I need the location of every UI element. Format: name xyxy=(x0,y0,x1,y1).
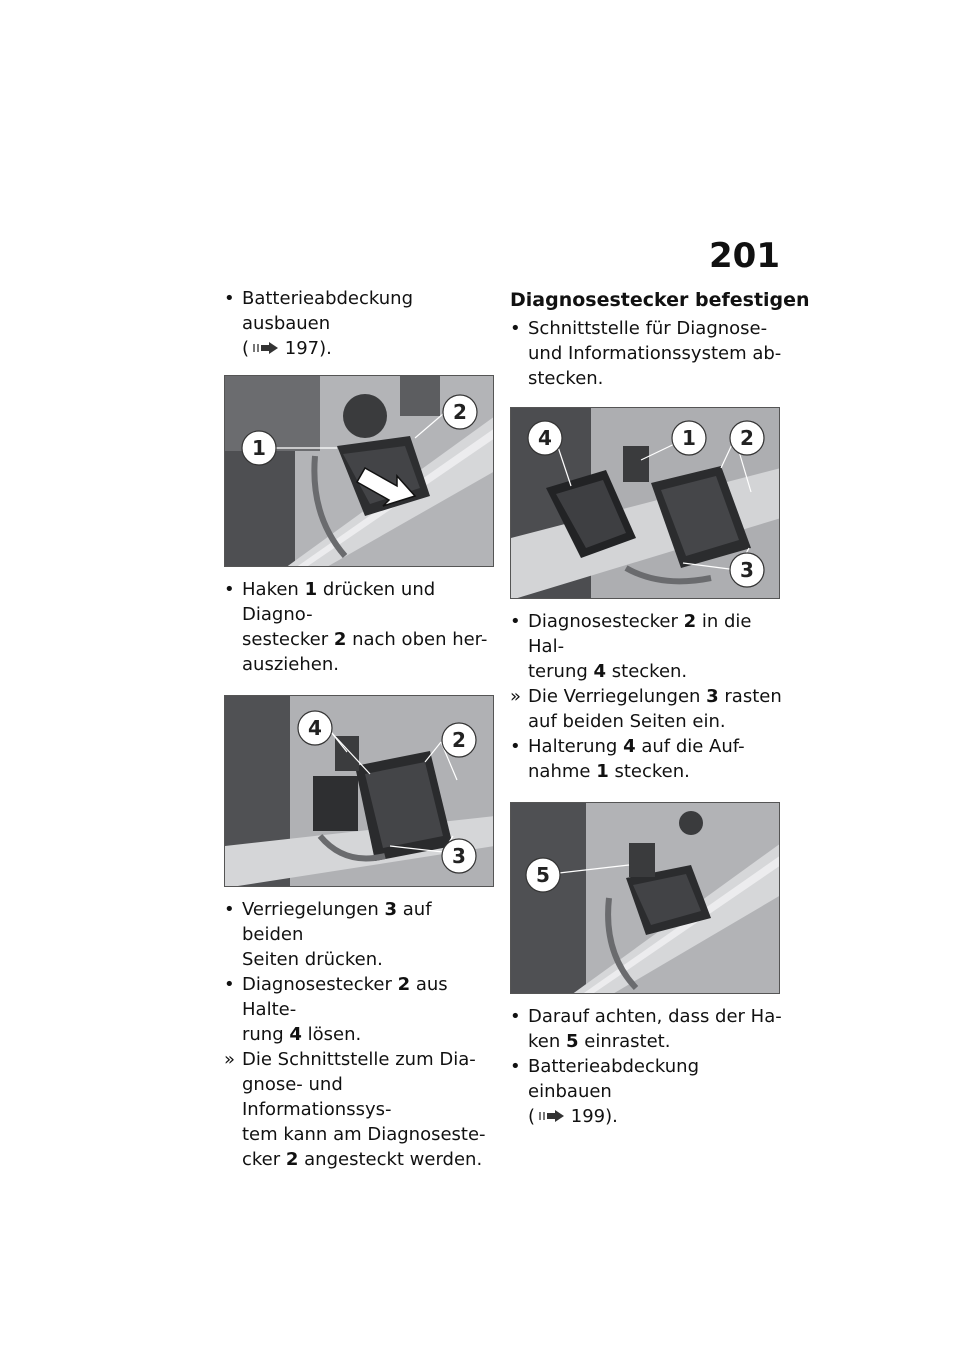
bullet: • xyxy=(224,579,235,600)
step-press-locks: • Verriegelungen 3 auf beiden Seiten drücken. xyxy=(224,899,432,970)
result-marker: » xyxy=(510,686,522,707)
left-column xyxy=(224,286,494,1172)
bullet: • xyxy=(510,611,521,632)
photo-plug-locks xyxy=(225,696,494,887)
step-insert-plug-holder: • Diagnosestecker 2 in die Hal- terung 4 stecken. xyxy=(510,611,752,682)
callout-label: 4 xyxy=(308,716,322,740)
photo-diagnostic-plug-hook xyxy=(225,376,494,567)
page-reference[interactable]: ( 197). xyxy=(242,338,332,359)
step-press-hook: • Haken 1 drücken und Diagno- sestecker 2 nach oben her- ausziehen. xyxy=(224,579,488,675)
callout-label: 2 xyxy=(452,728,466,752)
photo-plug-holder xyxy=(511,408,780,599)
step-remove-battery-cover xyxy=(224,286,494,361)
page-number: 201 xyxy=(709,236,780,276)
bullet: • xyxy=(510,318,521,339)
bullet: • xyxy=(224,288,235,309)
callout-label: 5 xyxy=(536,863,550,887)
step-disconnect-interface: • Schnittstelle für Diagnose- und Informationssystem ab- stecken. xyxy=(510,318,782,389)
page-reference[interactable]: ( 199). xyxy=(528,1106,618,1127)
result-locks-engage: » Die Verriegelungen 3 rasten auf beiden Seiten ein. xyxy=(510,686,782,732)
page-ref-arrow-icon xyxy=(539,1104,565,1116)
right-column xyxy=(510,286,810,1129)
callout-label: 1 xyxy=(252,436,266,460)
callout-label: 3 xyxy=(452,844,466,868)
bullet: • xyxy=(510,1056,521,1077)
figure-plug-holder xyxy=(510,407,780,599)
section-heading: Diagnosestecker befestigen xyxy=(510,289,810,311)
bullet: • xyxy=(224,974,235,995)
step-release-plug: • Diagnosestecker 2 aus Halte- rung 4 lösen. xyxy=(224,974,448,1045)
bullet: • xyxy=(510,736,521,757)
bullet: • xyxy=(510,1006,521,1027)
callout-label: 2 xyxy=(453,400,467,424)
callout-label: 4 xyxy=(538,426,552,450)
photo-hook-engaged xyxy=(511,803,780,994)
bullet: • xyxy=(224,899,235,920)
result-interface-connectable: » Die Schnittstelle zum Dia- gnose- und Informationssys- tem kann am Diagnoseste- cker 2 angesteckt werden. xyxy=(224,1049,486,1170)
result-marker: » xyxy=(224,1049,236,1070)
callout-label: 1 xyxy=(682,426,696,450)
step-text: Batterieabdeckung ausbauen xyxy=(242,288,414,334)
page-ref-arrow-icon xyxy=(253,336,279,348)
callout-label: 3 xyxy=(740,558,754,582)
step-mount-holder: • Halterung 4 auf die Auf- nahme 1 stecken. xyxy=(510,736,745,782)
step-install-battery-cover xyxy=(510,1054,782,1129)
step-text: Batterieabdeckung einbauen xyxy=(528,1056,700,1102)
step-check-hook: • Darauf achten, dass der Ha- ken 5 einrastet. xyxy=(510,1006,782,1052)
figure-hook-engaged xyxy=(510,802,780,994)
callout-label: 2 xyxy=(740,426,754,450)
figure-diagnostic-plug-hook xyxy=(224,375,494,567)
figure-plug-locks xyxy=(224,695,494,887)
